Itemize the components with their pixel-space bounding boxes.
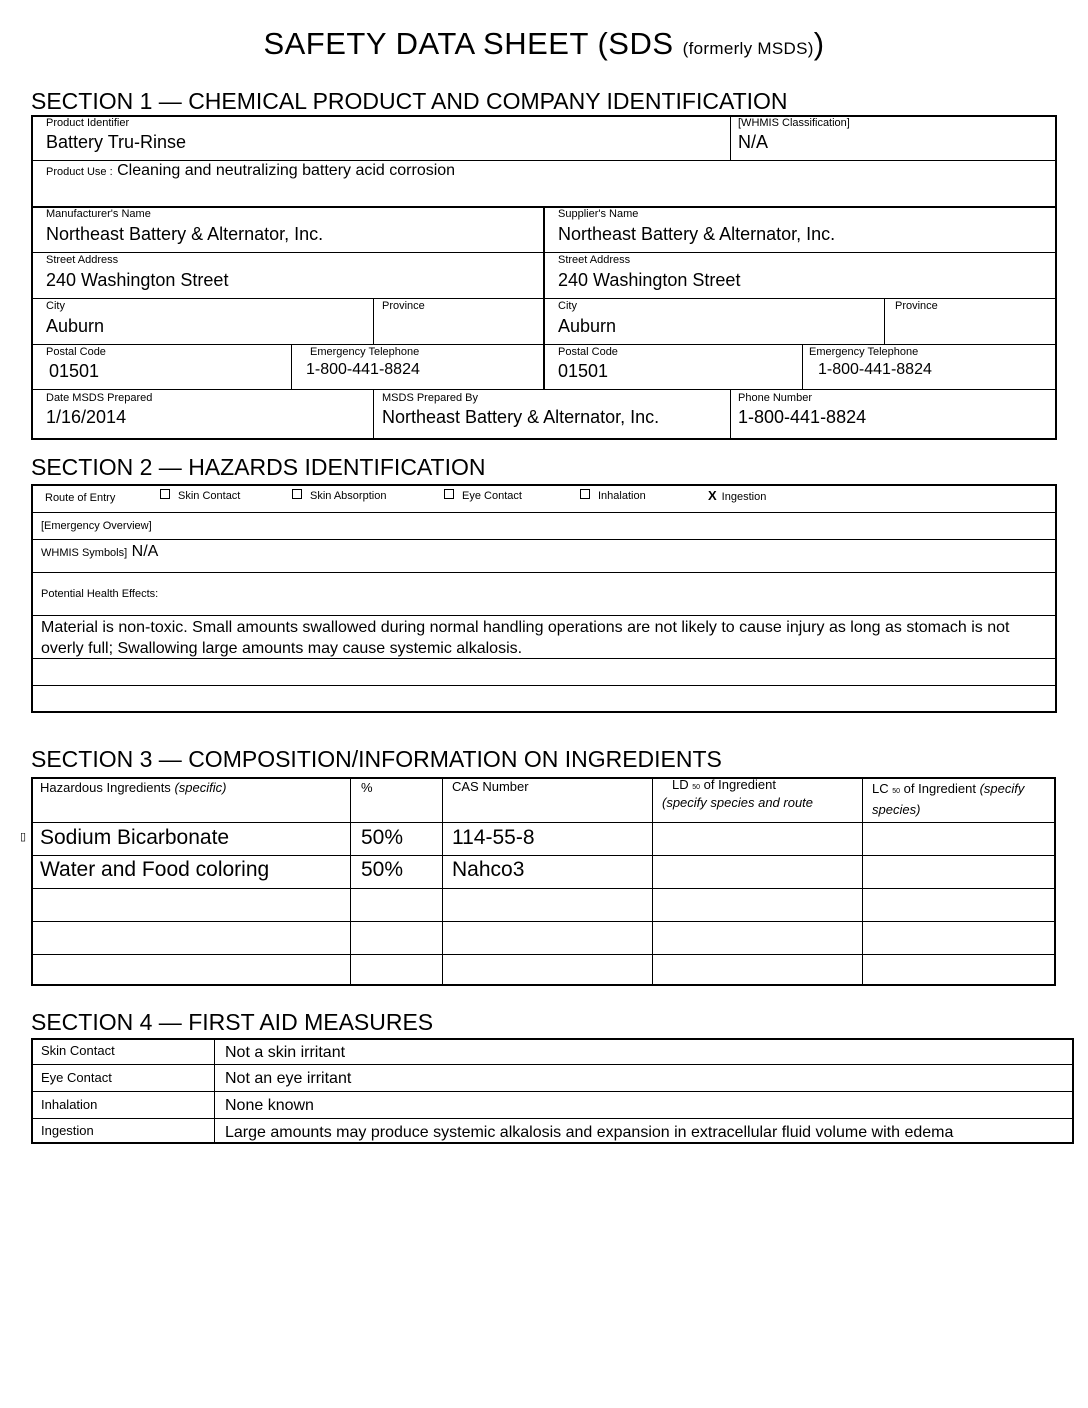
date-label: Date MSDS Prepared — [46, 392, 153, 404]
checkbox-icon — [160, 489, 170, 499]
street-label-m: Street Address — [46, 254, 119, 266]
route-eye-contact: Eye Contact — [444, 489, 522, 502]
ingredient-percent: 50% — [361, 826, 404, 849]
emergency-label-m: Emergency Telephone — [310, 346, 420, 358]
first-aid-label: Ingestion — [41, 1123, 94, 1138]
city-m: Auburn — [46, 316, 105, 336]
checkbox-icon — [444, 489, 454, 499]
city-s: Auburn — [558, 316, 617, 336]
title-close: ) — [813, 26, 825, 61]
section3-heading: SECTION 3 — COMPOSITION/INFORMATION ON INGREDIENTS — [31, 746, 722, 772]
emergency-s: 1-800-441-8824 — [818, 361, 932, 378]
street-label-s: Street Address — [558, 254, 631, 266]
first-aid-value: Not an eye irritant — [225, 1070, 352, 1087]
product-identifier-label: Product Identifier — [46, 117, 130, 129]
ingredient-name: Water and Food coloring — [40, 858, 270, 881]
province-label-m: Province — [382, 300, 425, 312]
route-skin-contact: Skin Contact — [160, 489, 240, 502]
product-identifier: Battery Tru-Rinse — [46, 132, 187, 152]
product-use-label: Product Use : — [46, 166, 113, 178]
street-m: 240 Washington Street — [46, 270, 229, 290]
city-label-s: City — [558, 300, 577, 312]
prepared-by: Northeast Battery & Alternator, Inc. — [382, 407, 660, 427]
postal-label-m: Postal Code — [46, 346, 106, 358]
prepared-by-label: MSDS Prepared By — [382, 392, 478, 404]
ingredient-cas: Nahco3 — [452, 858, 525, 881]
row-marker: ▯ — [20, 831, 27, 843]
whmis-symbols-row — [41, 543, 158, 561]
section1-heading: SECTION 1 — CHEMICAL PRODUCT AND COMPANY IDENTIFICATION — [31, 88, 788, 114]
whmis-symbols-label: WHMIS Symbols] — [41, 547, 128, 559]
whmis-value: N/A — [738, 132, 769, 152]
province-label-s: Province — [895, 300, 938, 312]
first-aid-value: Large amounts may produce systemic alkalosis and expansion in extracellular fluid volume with edema — [225, 1124, 954, 1141]
phone-label: Phone Number — [738, 392, 812, 404]
col-hazardous-ingredients: Hazardous Ingredients (specific) — [40, 780, 227, 795]
phone-number: 1-800-441-8824 — [738, 407, 867, 427]
col-lc50-note: species) — [872, 802, 921, 817]
whmis-label: [WHMIS Classification] — [738, 117, 850, 129]
section2-heading: SECTION 2 — HAZARDS IDENTIFICATION — [31, 454, 486, 480]
emergency-overview-label: [Emergency Overview] — [41, 520, 152, 532]
street-s: 240 Washington Street — [558, 270, 741, 290]
first-aid-label: Eye Contact — [41, 1070, 112, 1085]
whmis-symbols: N/A — [131, 543, 159, 560]
health-effects-text: Material is non-toxic. Small amounts swallowed during normal handling operations are not likely to cause injury as long as stomach is not overly full; Swallowing large amounts may cause systemic alkalosis. — [41, 619, 1010, 657]
first-aid-label: Skin Contact — [41, 1043, 115, 1058]
title-main: SAFETY DATA SHEET (SDS — [263, 26, 674, 61]
col-ld50-note: (specify species and route — [662, 795, 814, 810]
col-ld50: LD 50 of Ingredient — [672, 777, 776, 792]
city-label-m: City — [46, 300, 65, 312]
health-effects-label: Potential Health Effects: — [41, 588, 159, 600]
ingredient-percent: 50% — [361, 858, 404, 881]
manufacturer-name: Northeast Battery & Alternator, Inc. — [46, 224, 324, 244]
checkbox-icon — [292, 489, 302, 499]
x-mark-icon: X — [708, 488, 717, 503]
manufacturer-label: Manufacturer's Name — [46, 208, 151, 220]
section2-table — [31, 484, 1057, 713]
route-inhalation: Inhalation — [580, 489, 646, 502]
supplier-label: Supplier's Name — [558, 208, 639, 220]
first-aid-value: Not a skin irritant — [225, 1044, 346, 1061]
first-aid-value: None known — [225, 1097, 314, 1114]
route-ingestion: X Ingestion — [708, 488, 767, 503]
ingredient-name: Sodium Bicarbonate — [40, 826, 230, 849]
col-lc50: LC 50 of Ingredient (specify — [872, 781, 1025, 796]
ingredient-cas: 114-55-8 — [452, 826, 535, 849]
date-prepared: 1/16/2014 — [46, 407, 127, 427]
emergency-m: 1-800-441-8824 — [306, 361, 420, 378]
first-aid-label: Inhalation — [41, 1097, 98, 1112]
route-of-entry-label: Route of Entry — [45, 492, 116, 504]
col-percent: % — [361, 780, 373, 795]
checkbox-icon — [580, 489, 590, 499]
product-use-row — [46, 162, 455, 180]
supplier-name: Northeast Battery & Alternator, Inc. — [558, 224, 836, 244]
document-title — [0, 26, 1088, 62]
product-use: Cleaning and neutralizing battery acid corrosion — [117, 162, 456, 179]
postal-label-s: Postal Code — [558, 346, 618, 358]
postal-s: 01501 — [558, 361, 609, 381]
route-skin-absorption: Skin Absorption — [292, 489, 386, 502]
title-formerly: (formerly MSDS) — [682, 39, 814, 58]
emergency-label-s: Emergency Telephone — [809, 346, 919, 358]
col-cas-number: CAS Number — [452, 779, 529, 794]
section4-heading: SECTION 4 — FIRST AID MEASURES — [31, 1009, 434, 1035]
postal-m: 01501 — [49, 361, 100, 381]
